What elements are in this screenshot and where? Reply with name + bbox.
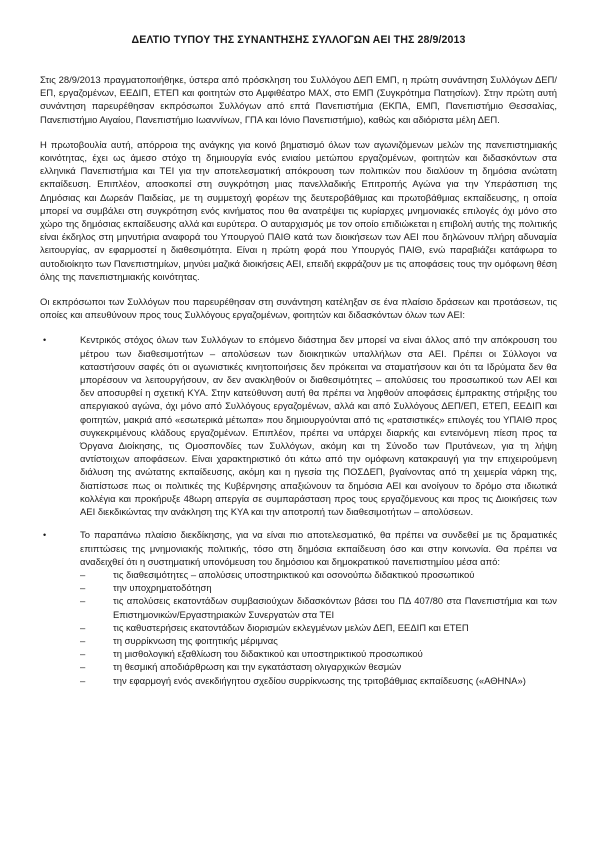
dash-text: τη θεσμική αποδιάρθρωση και την εγκατάσταση ολιγαρχικών θεσμών xyxy=(113,662,402,674)
dash-text: τη συρρίκνωση της φοιτητικής μέριμνας xyxy=(113,635,278,647)
dash-mark: – xyxy=(80,596,86,608)
dash-item xyxy=(80,595,557,621)
dash-item xyxy=(80,622,557,635)
dash-text: τη μισθολογική εξαθλίωση του διδακτικού και υποστηρικτικού προσωπικού xyxy=(113,649,423,661)
dash-item xyxy=(80,569,557,582)
dash-mark: – xyxy=(80,622,86,634)
dash-list xyxy=(80,569,557,688)
dash-item xyxy=(80,661,557,674)
dash-text: τις καθυστερήσεις εκατοντάδων διορισμών εκλεγμένων μελών ΔΕΠ, ΕΕΔΙΠ και ΕΤΕΠ xyxy=(113,622,469,634)
dash-text: την εφαρμογή ενός ανεκδιήγητου σχεδίου συρρίκνωσης της τριτοβάθμιας εκπαίδευσης («ΑΘΗΝΑ») xyxy=(113,675,526,687)
dash-text: τις διαθεσιμότητες – απολύσεις υποστηρικτικού και οσονούπω διδακτικού προσωπικού xyxy=(113,569,475,581)
dash-mark: – xyxy=(80,583,86,595)
bullet-list xyxy=(40,334,557,687)
dash-text: την υποχρηματοδότηση xyxy=(113,583,212,595)
bullet-mark: • xyxy=(43,335,47,346)
document-title: ΔΕΛΤΙΟ ΤΥΠΟΥ ΤΗΣ ΣΥΝΑΝΤΗΣΗΣ ΣΥΛΛΟΓΩΝ ΑΕΙ ΤΗΣ 28/9/2013 xyxy=(131,34,466,46)
paragraph-framework: Οι εκπρόσωποι των Συλλόγων που παρευρέθησαν στη συνάντηση κατέληξαν σε ένα πλαίσιο δράσεων και προτάσεων, τις οποίες και απευθύνουν προς τους Συλλόγους εργαζομένων, φοιτητών και διδασκόντων όλων των ΑΕΙ: xyxy=(40,297,557,322)
bullet-item-central-goal xyxy=(40,334,557,519)
bullet-text: Το παραπάνω πλαίσιο διεκδίκησης, για να είναι πιο αποτελεσματικό, θα πρέπει να συνδεθεί με τις δραματικές επιπτώσεις της μνημονιακής πολιτικής, τόσο στη δημόσια εκπαίδευση όσο και στην κοινωνία. Θα πρέπει να αναδειχθεί ότι η συστηματική υπονόμευση του δημόσιου και δημοκρατικού πανεπιστημίου μέσα από: xyxy=(80,530,557,568)
dash-mark: – xyxy=(80,569,86,581)
bullet-item-framework-link xyxy=(40,529,557,687)
dash-text: τις απολύσεις εκατοντάδων συμβασιούχων διδασκόντων βάσει του ΠΔ 407/80 στα Πανεπιστήμια και των Επιστημονικών/Εργαστηριακών Συνεργατών στα ΤΕΙ xyxy=(113,596,557,621)
dash-item xyxy=(80,648,557,661)
document-body xyxy=(40,74,557,698)
dash-mark: – xyxy=(80,675,86,687)
dash-item xyxy=(80,582,557,595)
dash-mark: – xyxy=(80,635,86,647)
bullet-text: Κεντρικός στόχος όλων των Συλλόγων το επόμενο διάστημα δεν μπορεί να είναι άλλος από την απόκρουση του μέτρου των διαθεσιμοτήτων – απολύσεων των διοικητικών υπαλλήλων στα ΑΕΙ. Πρέπει οι Σύλλογοι να καταστήσουν σαφές ότι οι αγωνιστικές κινητοποιήσεις δεν πρόκειται να σταματήσουν και ότι τα Ιδρύματα δεν θα μπορέσουν να λειτουργήσουν, αν δεν ανακληθούν οι διαθεσιμότητες – απολύσεις του προσωπικού των ΑΕΙ και δεν αποσυρθεί η σχετική ΚΥΑ. Στην κατεύθυνση αυτή θα πρέπει να ληφθούν αποφάσεις έμπρακτης στήριξης του απεργιακού αγώνα, όχι μόνο από Συλλόγους εργαζομένων, αλλά και από Συλλόγους ΔΕΠ/ΕΠ, ΕΤΕΠ, ΕΕΔΙΠ και φοιτητών, μακριά από «εσωτερικά μέτωπα» που δημιουργούνται από τις «ρατσιστικές» επιλογές του ΥΠΑΙΘ προς συγκεκριμένους κλάδους εργαζομένων. Επιπλέον, πρέπει να υπάρχει διαρκής και εντεινόμενη πίεση προς τα Όργανα Διοίκησης, τις Ομοσπονδίες των Συλλόγων, ακόμη και τη Σύνοδο των Πρυτάνεων, για τη λήψη αντίστοιχων αποφάσεων. Είναι χαρακτηριστικό ότι κάτω από την ομόφωνη κατακραυγή για την επιχειρούμενη διάλυση της ανώτατης εκπαίδευσης, ακόμη και η ηγεσία της ΠΟΣΔΕΠ, βγαίνοντας από τη χειμερία νάρκη της, διαπίστωσε πως οι πολιτικές της Κυβέρνησης απαξιώνουν τα δημόσια ΑΕΙ και ανοίγουν το δρόμο στα ιδιωτικά κολλέγια και προκήρυξε 48ωρη απεργία σε συμπαράσταση προς τους εργαζόμενους και προς τις Διοικήσεις των ΑΕΙ διεκδικώντας την ανάκληση της ΚΥΑ και την αποτροπή των διαθεσιμοτήτων – απολύσεων. xyxy=(80,335,557,519)
paragraph-intro: Στις 28/9/2013 πραγματοποιήθηκε, ύστερα από πρόσκληση του Συλλόγου ΔΕΠ ΕΜΠ, η πρώτη συνάντηση Συλλόγων ΔΕΠ/ΕΠ, εργαζομένων, ΕΕΔΙΠ, ΕΤΕΠ και φοιτητών στο Αμφιθέατρο ΜΑΧ, στο ΕΜΠ (Συγκρότημα Πατησίων). Στην πρώτη αυτή συνάντηση παρευρέθησαν εκπρόσωποι Συλλόγων από επτά Πανεπιστήμια (ΕΚΠΑ, ΕΜΠ, Πανεπιστήμιο Θεσσαλίας, Πανεπιστήμιο Αιγαίου, Πανεπιστήμιο Ιωαννίνων, ΓΠΑ και Ιόνιο Πανεπιστήμιο), καθώς και αδιόριστα μέλη ΔΕΠ. xyxy=(40,75,557,126)
dash-item xyxy=(80,675,557,688)
paragraph-initiative: Η πρωτοβουλία αυτή, απόρροια της ανάγκης για κοινό βηματισμό όλων των αγωνιζόμενων μελών της πανεπιστημιακής κοινότητας, έχει ως άμεσο στόχο τη δημιουργία ενός ενιαίου μετώπου εργαζομένων, φοιτητών και διδασκόντων στα ελληνικά Πανεπιστήμια και ΤΕΙ για την αποτελεσματική απόκρουση των πολιτικών που διαλύουν τη δημόσια ανώτατη εκπαίδευση. Επιπλέον, αποσκοπεί στη συγκρότηση μιας πανελλαδικής Επιτροπής Αγώνα για την Υπεράσπιση της Δημόσιας και Δωρεάν Παιδείας, με τη συμμετοχή φορέων της δευτεροβάθμιας και πρωτοβάθμιας εκπαίδευσης, η οποία μπορεί να συμβάλει στη συγκρότηση ενός κινήματος που θα ανατρέψει τις κυρίαρχες μνημονιακές επιλογές όχι μόνο στο χώρο της δημόσιας εκπαίδευσης αλλά και ευρύτερα. Ο αυταρχισμός με τον οποίο επιδιώκεται η επιβολή αυτής της πολιτικής είναι έκδηλος στη μηνυτήρια αναφορά του Υπουργού ΠΑΙΘ κατά των διοικήσεων των ΑΕΙ που δηλώνουν πλήρη αδυναμία λειτουργίας, αν εφαρμοστεί η διαθεσιμότητα. Είναι η πρώτη φορά που Υπουργός ΠΑΙΘ, ενώ παραβιάζει κατάφωρα το αυτοδιοίκητο των Πανεπιστημίων, μηνύει μαζικά διοικήσεις ΑΕΙ, επειδή εκφράζουν με τις αποφάσεις τους την ομόφωνη θέση όλης της πανεπιστημιακής κοινότητας. xyxy=(40,139,557,283)
dash-mark: – xyxy=(80,662,86,674)
dash-mark: – xyxy=(80,649,86,661)
dash-item xyxy=(80,635,557,648)
bullet-mark: • xyxy=(43,530,47,541)
